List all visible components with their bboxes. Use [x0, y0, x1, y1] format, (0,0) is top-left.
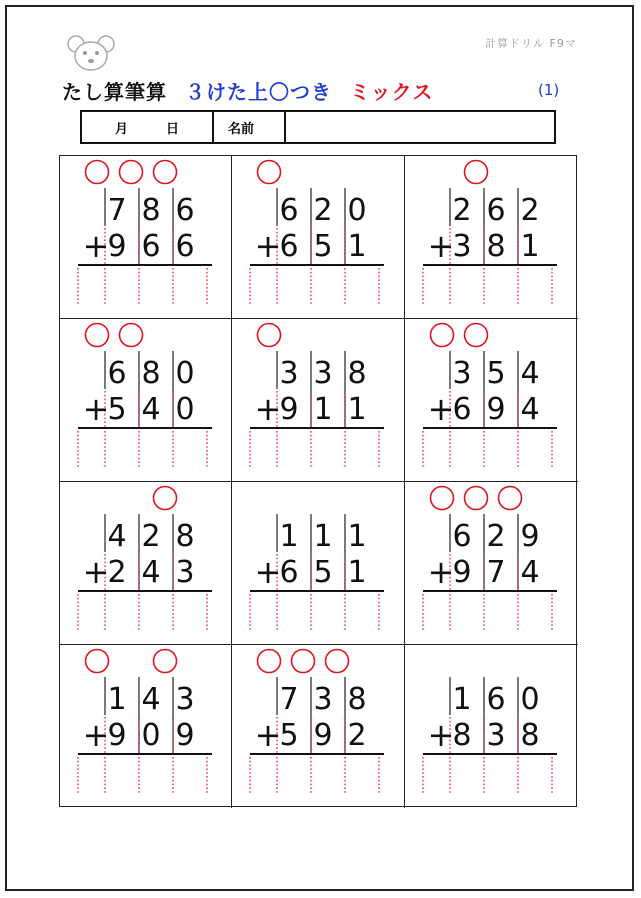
bottom-digit: 2 [107, 555, 127, 590]
bottom-digit: 5 [279, 718, 299, 753]
problem-cell[interactable] [232, 645, 405, 808]
top-digit: 9 [520, 519, 540, 554]
top-digit: 3 [313, 682, 333, 717]
problem-10 [60, 645, 232, 807]
bottom-digit: 9 [107, 718, 127, 753]
top-digit: 2 [520, 193, 540, 228]
plus-sign: + [427, 390, 455, 428]
plus-sign: + [82, 227, 110, 265]
bottom-digit: 1 [313, 392, 333, 427]
bottom-digit: 2 [347, 718, 367, 753]
carry-circle [86, 324, 109, 347]
carry-circle [292, 650, 315, 673]
plus-sign: + [254, 390, 282, 428]
bottom-digit: 6 [279, 555, 299, 590]
carry-circle [465, 487, 488, 510]
carry-circle [326, 650, 349, 673]
carry-circle [258, 324, 281, 347]
problem-12 [405, 645, 577, 807]
problem-cell[interactable] [405, 482, 578, 645]
carry-circle [154, 487, 177, 510]
bottom-digit: 4 [520, 555, 540, 590]
bottom-digit: 1 [520, 229, 540, 264]
problem-9 [405, 482, 577, 644]
problem-6 [405, 319, 577, 481]
carry-circle [465, 324, 488, 347]
top-digit: 3 [452, 356, 472, 391]
bottom-digit: 5 [313, 229, 333, 264]
top-digit: 8 [141, 356, 161, 391]
problem-cell[interactable] [405, 319, 578, 482]
plus-sign: + [82, 716, 110, 754]
carry-circle [154, 161, 177, 184]
top-digit: 1 [347, 519, 367, 554]
carry-circle [431, 324, 454, 347]
top-digit: 2 [486, 519, 506, 554]
top-digit: 6 [107, 356, 127, 391]
bottom-digit: 9 [313, 718, 333, 753]
bottom-digit: 3 [486, 718, 506, 753]
top-digit: 5 [486, 356, 506, 391]
title-main: たし算筆算 [62, 80, 167, 104]
problem-cell[interactable] [60, 482, 232, 645]
plus-sign: + [254, 716, 282, 754]
plus-sign: + [427, 553, 455, 591]
top-digit: 8 [141, 193, 161, 228]
top-digit: 6 [486, 682, 506, 717]
problem-cell[interactable] [405, 645, 578, 808]
bottom-digit: 5 [313, 555, 333, 590]
carry-circle [120, 324, 143, 347]
top-digit: 4 [107, 519, 127, 554]
top-digit: 8 [175, 519, 195, 554]
bottom-digit: 0 [141, 718, 161, 753]
plus-sign: + [82, 390, 110, 428]
bottom-digit: 9 [279, 392, 299, 427]
problem-8 [232, 482, 404, 644]
problem-2 [232, 156, 404, 318]
month-label: 月 [114, 121, 128, 137]
problem-cell[interactable] [60, 645, 232, 808]
carry-circle [499, 487, 522, 510]
problem-cell[interactable] [232, 319, 405, 482]
sheet-number: (1) [538, 81, 560, 99]
top-digit: 3 [313, 356, 333, 391]
plus-sign: + [82, 553, 110, 591]
problem-cell[interactable] [405, 156, 578, 319]
problem-4 [60, 319, 232, 481]
bottom-digit: 5 [107, 392, 127, 427]
day-label: 日 [165, 121, 179, 137]
bottom-digit: 7 [486, 555, 506, 590]
brand-label: 計算ドリル F9マ [485, 37, 577, 50]
top-digit: 3 [175, 682, 195, 717]
bottom-digit: 0 [175, 392, 195, 427]
bottom-digit: 4 [141, 555, 161, 590]
problem-cell[interactable] [60, 319, 232, 482]
info-row [80, 110, 556, 144]
name-label: 名前 [214, 112, 286, 142]
bottom-digit: 9 [452, 555, 472, 590]
carry-circle [431, 487, 454, 510]
date-field[interactable] [82, 112, 214, 142]
plus-sign: + [427, 716, 455, 754]
mouse-face-icon [65, 33, 117, 73]
top-digit: 1 [452, 682, 472, 717]
top-digit: 6 [452, 519, 472, 554]
bottom-digit: 3 [175, 555, 195, 590]
bottom-digit: 4 [520, 392, 540, 427]
problem-cell[interactable] [232, 156, 405, 319]
top-digit: 4 [520, 356, 540, 391]
top-digit: 3 [279, 356, 299, 391]
bottom-digit: 1 [347, 555, 367, 590]
carry-circle [86, 161, 109, 184]
top-digit: 0 [175, 356, 195, 391]
problem-11 [232, 645, 404, 807]
plus-sign: + [427, 227, 455, 265]
top-digit: 6 [486, 193, 506, 228]
carry-circle [86, 650, 109, 673]
bottom-digit: 1 [347, 229, 367, 264]
carry-circle [258, 650, 281, 673]
bottom-digit: 9 [175, 718, 195, 753]
problem-1 [60, 156, 232, 318]
carry-circle [154, 650, 177, 673]
top-digit: 2 [141, 519, 161, 554]
problem-cell[interactable] [60, 156, 232, 319]
bottom-digit: 6 [279, 229, 299, 264]
plus-sign: + [254, 227, 282, 265]
top-digit: 6 [279, 193, 299, 228]
problem-cell[interactable] [232, 482, 405, 645]
problem-grid [59, 155, 577, 807]
top-digit: 8 [347, 356, 367, 391]
top-digit: 0 [347, 193, 367, 228]
top-digit: 1 [107, 682, 127, 717]
bottom-digit: 8 [520, 718, 540, 753]
bottom-digit: 6 [175, 229, 195, 264]
carry-circle [465, 161, 488, 184]
top-digit: 2 [452, 193, 472, 228]
top-digit: 7 [279, 682, 299, 717]
plus-sign: + [254, 553, 282, 591]
bottom-digit: 9 [107, 229, 127, 264]
bottom-digit: 1 [347, 392, 367, 427]
top-digit: 4 [141, 682, 161, 717]
bottom-digit: 6 [141, 229, 161, 264]
bottom-digit: 4 [141, 392, 161, 427]
title-subtitle: ３けた上〇つき [185, 80, 332, 104]
bottom-digit: 6 [452, 392, 472, 427]
top-digit: 0 [520, 682, 540, 717]
problem-5 [232, 319, 404, 481]
problem-3 [405, 156, 577, 318]
bottom-digit: 8 [452, 718, 472, 753]
bottom-digit: 9 [486, 392, 506, 427]
carry-circle [258, 161, 281, 184]
problem-7 [60, 482, 232, 644]
top-digit: 7 [107, 193, 127, 228]
bottom-digit: 8 [486, 229, 506, 264]
title-mix: ミックス [350, 80, 434, 104]
top-digit: 2 [313, 193, 333, 228]
top-digit: 6 [175, 193, 195, 228]
top-digit: 1 [313, 519, 333, 554]
page-title [62, 76, 433, 105]
top-digit: 1 [279, 519, 299, 554]
top-digit: 8 [347, 682, 367, 717]
bottom-digit: 3 [452, 229, 472, 264]
name-field[interactable] [286, 112, 554, 142]
carry-circle [120, 161, 143, 184]
